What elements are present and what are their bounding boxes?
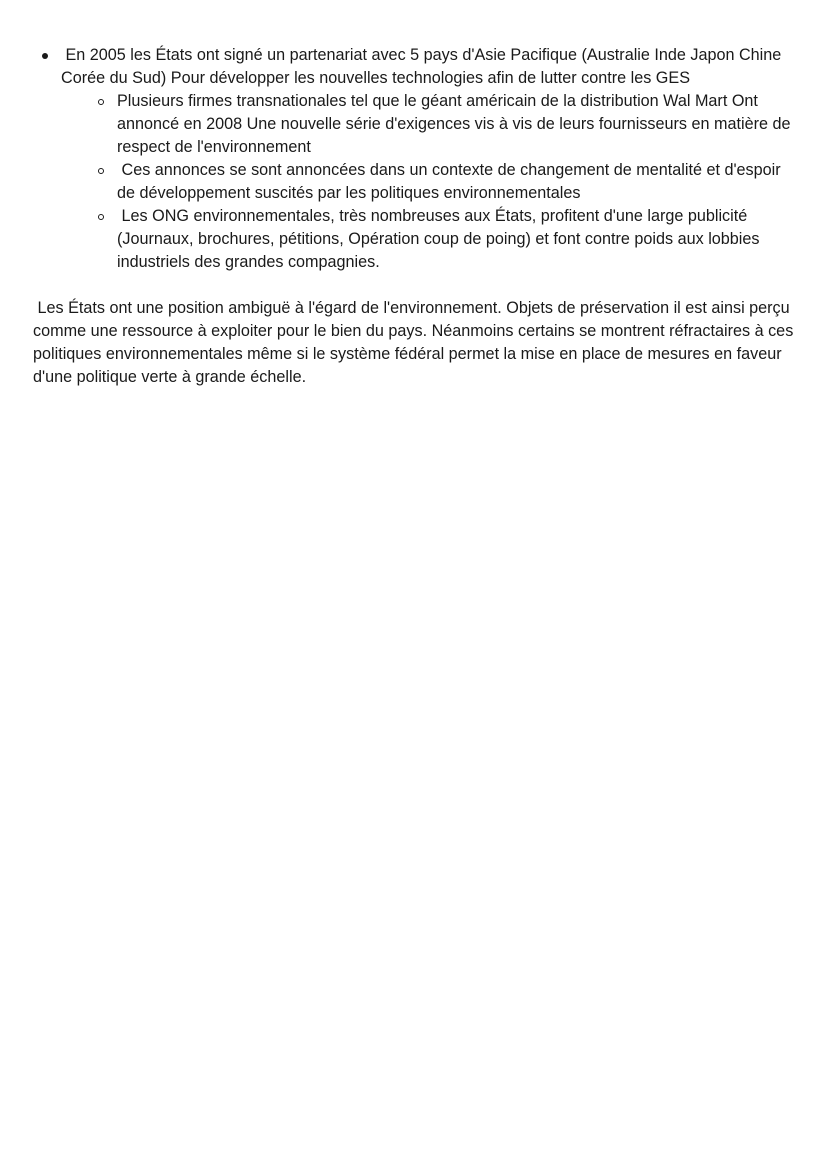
bullet-circle-icon xyxy=(98,214,104,220)
document-body xyxy=(33,44,798,389)
list-item xyxy=(89,159,798,205)
sub-bullet-text: Ces annonces se sont annoncées dans un contexte de changement de mentalité et d'espoir de développement suscités par les politiques environnementales xyxy=(117,161,786,202)
bullet-list xyxy=(33,44,798,274)
list-item xyxy=(89,90,798,159)
list-item xyxy=(89,205,798,274)
bullet-circle-icon xyxy=(98,99,104,105)
bullet-circle-icon xyxy=(98,168,104,174)
bullet-disc-icon xyxy=(42,53,48,59)
conclusion-paragraph: Les États ont une position ambiguë à l'égard de l'environnement. Objets de préservation il est ainsi perçu comme une ressource à exploiter pour le bien du pays. Néanmoins certains se montrent réfractaires à ces politiques environnementales même si le système fédéral permet la mise en place de mesures en faveur d'une politique verte à grande échelle. xyxy=(33,299,798,386)
sub-bullet-text: Plusieurs firmes transnationales tel que le géant américain de la distribution Wal Mart Ont annoncé en 2008 Une nouvelle série d'exigences vis à vis de leurs fournisseurs en matière de respect de l'environnement xyxy=(117,92,795,156)
sub-bullet-text: Les ONG environnementales, très nombreuses aux États, profitent d'une large publicité (Journaux, brochures, pétitions, Opération coup de poing) et font contre poids aux lobbies industriels des grandes compagnies. xyxy=(117,207,764,271)
bullet-text: En 2005 les États ont signé un partenariat avec 5 pays d'Asie Pacifique (Australie Inde Japon Chine Corée du Sud) Pour développer les nouvelles technologies afin de lutter contre les GES xyxy=(61,46,786,87)
list-item xyxy=(33,44,798,274)
sub-bullet-list xyxy=(61,90,798,274)
